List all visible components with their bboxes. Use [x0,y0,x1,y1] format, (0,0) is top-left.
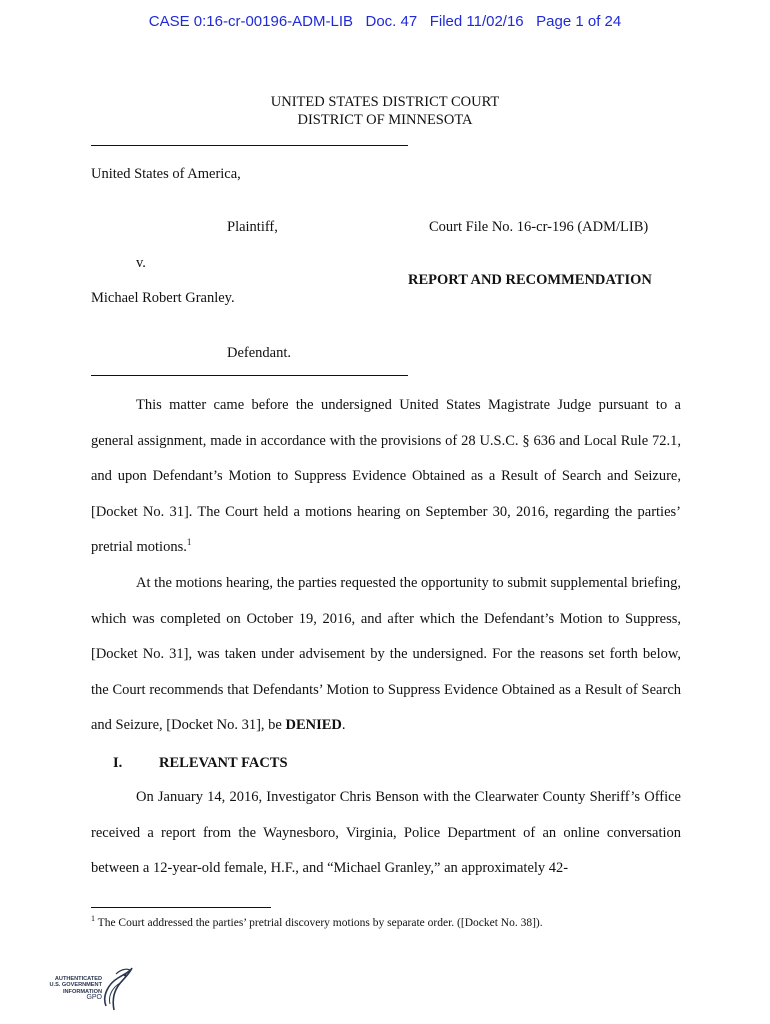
footnote-number: 1 [91,914,95,924]
defendant-name: Michael Robert Granley. [91,290,235,306]
eagle-icon [98,966,134,1014]
document-title: REPORT AND RECOMMENDATION [408,272,652,288]
court-file-number: Court File No. 16-cr-196 (ADM/LIB) [429,219,649,235]
section-heading: RELEVANT FACTS [159,755,288,771]
defendant-role: Defendant. [227,345,292,361]
caption-top-rule [91,145,408,146]
paragraph-intro [91,388,681,566]
versus: v. [136,255,146,271]
paragraph-hearing-period: . [341,717,346,734]
court-name: UNITED STATES DISTRICT COURT [270,94,500,110]
plaintiff-name: United States of America, [91,166,241,182]
gpo-authentication-seal [40,966,140,1016]
gpo-line-2: U.S. GOVERNMENT [49,982,102,989]
gpo-line-4: GPO [86,994,102,1002]
caption-bottom-rule [91,375,408,376]
paragraph-facts-text: On January 14, 2016, Investigator Chris Benson with the Clearwater County Sheriff’s Office received a report from the Waynesboro, Virginia, Police Department of an online conversation between a 12-year-old female, H.F., and “Michael Granley,” an approximately 42- [91,789,681,877]
plaintiff-role: Plaintiff, [227,219,278,235]
footnote-separator [91,907,271,908]
gpo-line-1: AUTHENTICATED [54,976,102,982]
footnote [91,914,543,929]
paragraph-hearing-text: At the motions hearing, the parties requested the opportunity to submit supplemental briefing, which was completed on October 19, 2016, and after which the Defendant’s Motion to Suppress, [Docket No. 31], was taken under advisement by the undersigned. For the reasons set forth below, the Court recommends that Defendants’ Motion to Suppress Evidence Obtained as a Result of Search and Seizure, [Docket No. 31], be [91,575,681,734]
paragraph-facts [91,780,681,887]
footnote-reference: 1 [186,537,192,548]
case-header-stamp: CASE 0:16-cr-00196-ADM-LIB Doc. 47 Filed 11/02/16 Page 1 of 24 [148,13,622,30]
disposition-denied: DENIED [285,717,342,734]
gpo-line-3: INFORMATION [62,988,102,995]
section-number: I. [113,755,123,771]
paragraph-intro-text: This matter came before the undersigned United States Magistrate Judge pursuant to a general assignment, made in accordance with the provisions of 28 U.S.C. § 636 and Local Rule 72.1, and upon Defendant’s Motion to Suppress Evidence Obtained as a Result of Search and Seizure, [Docket No. 31]. The Court held a motions hearing on September 30, 2016, regarding the parties’ pretrial motions. [91,397,681,556]
paragraph-hearing [91,566,681,744]
court-district: DISTRICT OF MINNESOTA [297,112,473,128]
footnote-text: The Court addressed the parties’ pretrial discovery motions by separate order. ([Docket No. 38]). [97,917,543,929]
